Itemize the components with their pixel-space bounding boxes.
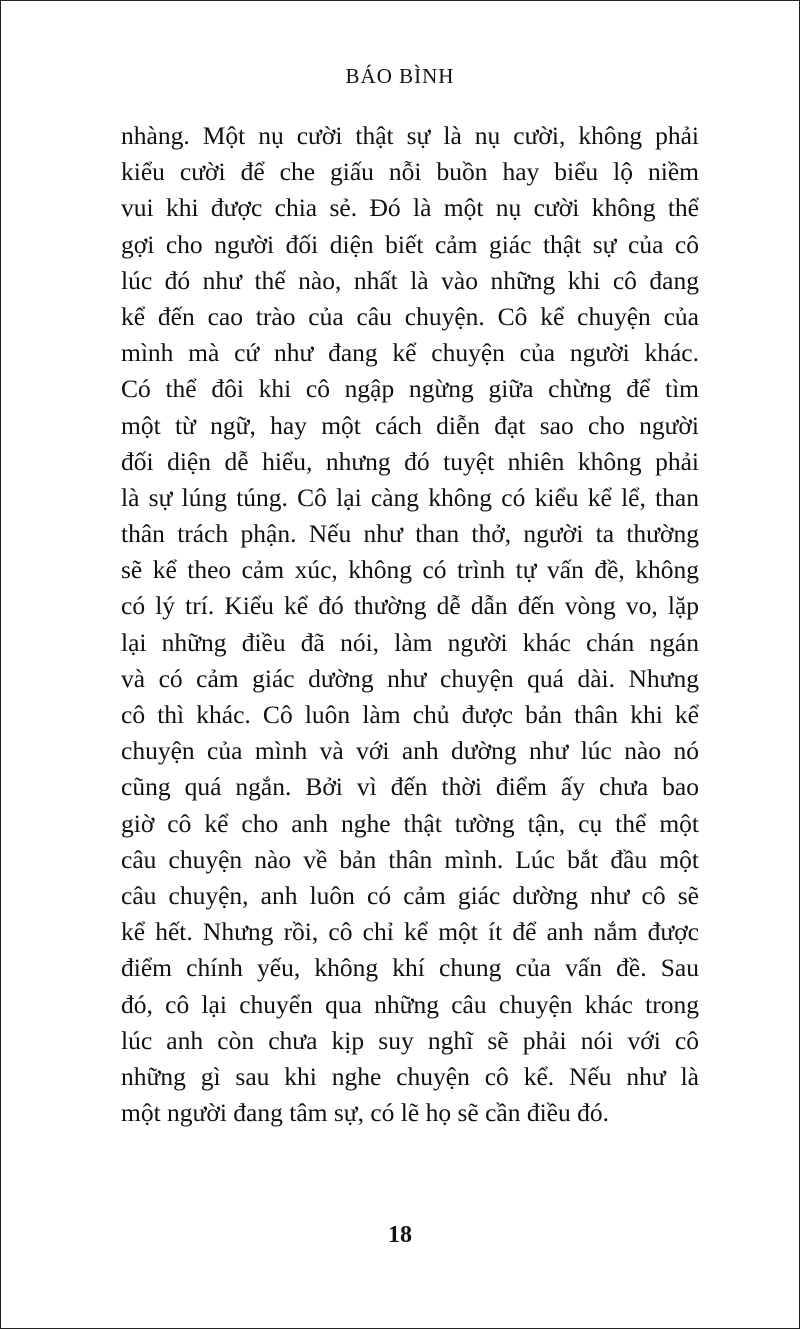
text-line-last: một người đang tâm sự, có lẽ họ sẽ cần điều đó. <box>121 1098 609 1128</box>
text-line: điểm chính yếu, không khí chung của vấn đề. Sau <box>121 953 699 983</box>
text-line: Có thể đôi khi cô ngập ngừng giữa chừng để tìm <box>121 374 699 404</box>
text-line: và có cảm giác dường như chuyện quá dài. Nhưng <box>121 663 699 693</box>
text-line: mình mà cứ như đang kể chuyện của người khác. <box>121 338 699 368</box>
text-line: đối diện dễ hiểu, nhưng đó tuyệt nhiên không phải <box>121 446 699 476</box>
text-line: lúc đó như thế nào, nhất là vào những khi cô đang <box>121 265 699 295</box>
running-header: BÁO BÌNH <box>345 64 455 88</box>
text-line: kiểu cười để che giấu nỗi buồn hay biểu lộ niềm <box>121 157 699 187</box>
text-line: giờ cô kể cho anh nghe thật tường tận, cụ thể một <box>121 808 699 838</box>
text-line: gợi cho người đối diện biết cảm giác thật sự của cô <box>121 229 699 259</box>
text-line: lúc anh còn chưa kịp suy nghĩ sẽ phải nói với cô <box>121 1025 699 1055</box>
text-line: nhàng. Một nụ cười thật sự là nụ cười, không phải <box>121 121 699 150</box>
text-line: câu chuyện, anh luôn có cảm giác dường như cô sẽ <box>121 880 699 910</box>
text-line: lại những điều đã nói, làm người khác chán ngán <box>121 627 699 657</box>
text-line: sẽ kể theo cảm xúc, không có trình tự vấn đề, không <box>121 555 699 585</box>
text-line: một từ ngữ, hay một cách diễn đạt sao cho người <box>121 410 699 440</box>
text-line: là sự lúng túng. Cô lại càng không có kiểu kể lể, than <box>121 482 699 512</box>
text-line: vui khi được chia sẻ. Đó là một nụ cười không thể <box>121 193 699 223</box>
text-line: cô thì khác. Cô luôn làm chủ được bản thân khi kể <box>121 700 699 729</box>
text-line: câu chuyện nào về bản thân mình. Lúc bắt đầu một <box>121 844 699 874</box>
body-text <box>121 118 699 1131</box>
text-line: có lý trí. Kiểu kể đó thường dễ dẫn đến vòng vo, lặp <box>121 591 699 621</box>
text-line: kể hết. Nhưng rồi, cô chỉ kể một ít để anh nắm được <box>121 917 699 947</box>
text-line: những gì sau khi nghe chuyện cô kể. Nếu như là <box>121 1061 699 1091</box>
text-line: kể đến cao trào của câu chuyện. Cô kể chuyện của <box>121 301 699 331</box>
text-line: thân trách phận. Nếu như than thở, người ta thường <box>121 519 699 549</box>
text-line: chuyện của mình và với anh dường như lúc nào nó <box>121 736 699 766</box>
page-number: 18 <box>388 1222 412 1248</box>
text-line: đó, cô lại chuyển qua những câu chuyện khác trong <box>121 989 699 1019</box>
text-line: cũng quá ngắn. Bởi vì đến thời điểm ấy chưa bao <box>121 772 699 802</box>
